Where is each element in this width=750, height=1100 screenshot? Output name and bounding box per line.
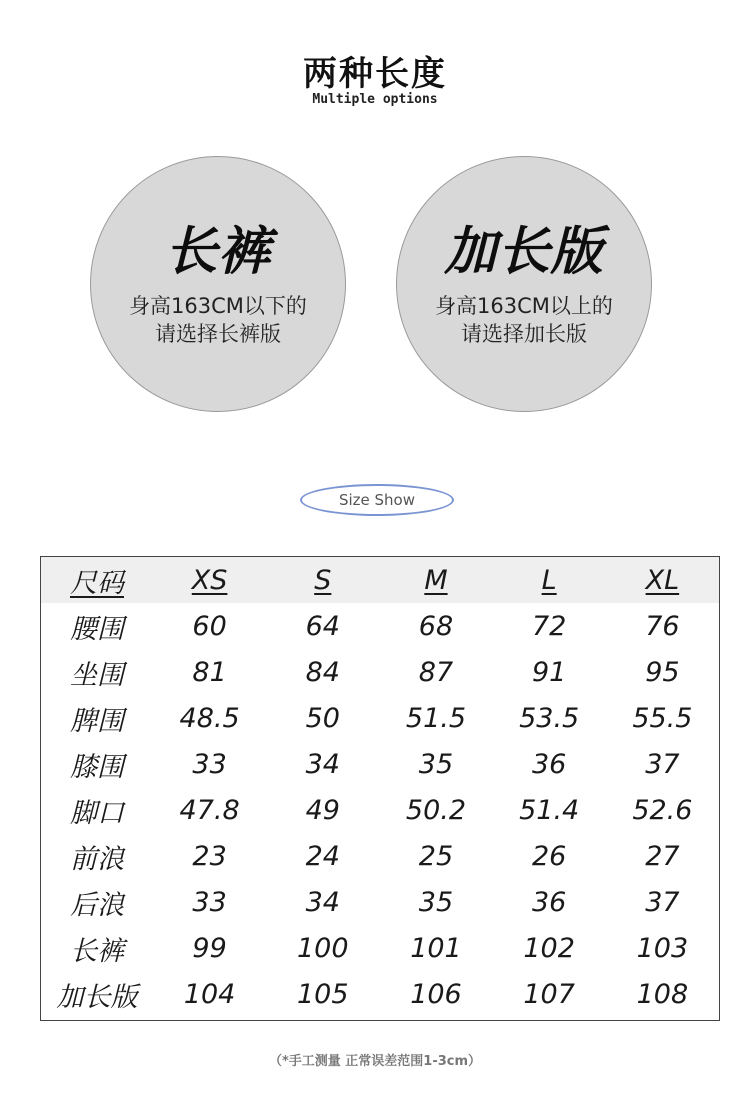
- size-table: [40, 556, 720, 1021]
- row-label-cell: 膝围: [70, 751, 124, 783]
- table-cell: 102: [523, 932, 575, 964]
- table-cell: 35: [418, 748, 454, 780]
- table-cell: 68: [418, 610, 454, 642]
- table-row: [41, 833, 719, 879]
- size-show-label: Size Show: [300, 484, 454, 516]
- table-cell: 84: [305, 656, 340, 688]
- table-cell: 33: [192, 748, 227, 780]
- page-title: 两种长度: [303, 54, 447, 94]
- table-cell: 50.2: [405, 794, 467, 826]
- option-name: 长裤: [164, 222, 271, 282]
- table-cell: 35: [418, 886, 454, 918]
- table-cell: 91: [531, 656, 567, 688]
- table-cell: 25: [418, 840, 454, 872]
- row-label-cell: 脾围: [70, 705, 124, 737]
- option-desc-line2: 请选择加长版: [461, 322, 587, 346]
- table-cell: 101: [410, 932, 462, 964]
- table-row: [41, 971, 719, 1017]
- table-cell: 95: [645, 656, 680, 688]
- table-row: [41, 925, 719, 971]
- table-cell: 81: [192, 656, 227, 688]
- table-cell: 107: [523, 978, 575, 1010]
- option-desc-line2: 请选择长裤版: [155, 322, 281, 346]
- header-cell: M: [424, 564, 448, 596]
- table-header-row: [41, 557, 719, 603]
- page-subtitle: Multiple options: [312, 92, 438, 107]
- table-cell: 51.4: [519, 794, 580, 826]
- row-label-cell: 前浪: [70, 843, 124, 875]
- table-cell: 33: [192, 886, 227, 918]
- table-cell: 105: [297, 978, 349, 1010]
- table-cell: 37: [645, 886, 680, 918]
- header-cell: 尺码: [70, 567, 124, 599]
- table-cell: 27: [645, 840, 680, 872]
- table-cell: 23: [192, 840, 227, 872]
- row-label-cell: 后浪: [70, 889, 124, 921]
- option-desc-line1: 身高163CM以上的: [435, 294, 613, 318]
- table-cell: 106: [410, 978, 462, 1010]
- row-label-cell: 加长版: [56, 981, 138, 1013]
- table-cell: 76: [645, 610, 680, 642]
- option-name: 加长版: [444, 222, 604, 282]
- option-circle-regular: [90, 156, 346, 412]
- table-cell: 24: [305, 840, 340, 872]
- table-cell: 103: [636, 932, 689, 964]
- row-label-cell: 腰围: [70, 613, 124, 645]
- table-cell: 47.8: [179, 794, 240, 826]
- table-row: [41, 787, 719, 833]
- row-label-cell: 坐围: [70, 659, 124, 691]
- table-cell: 52.6: [632, 794, 693, 826]
- header-cell: S: [314, 564, 332, 596]
- table-cell: 108: [636, 978, 689, 1010]
- row-label-cell: 长裤: [70, 935, 124, 967]
- table-cell: 104: [183, 978, 236, 1010]
- table-cell: 87: [418, 656, 454, 688]
- table-row: [41, 741, 719, 787]
- table-row: [41, 879, 719, 925]
- header-cell: XL: [645, 564, 680, 596]
- table-row: [41, 695, 719, 741]
- row-label-cell: 脚口: [70, 797, 124, 829]
- table-cell: 100: [297, 932, 349, 964]
- table-cell: 37: [645, 748, 680, 780]
- table-cell: 64: [305, 610, 340, 642]
- table-cell: 51.5: [405, 702, 467, 734]
- table-cell: 36: [531, 748, 567, 780]
- table-cell: 60: [192, 610, 227, 642]
- table-cell: 48.5: [179, 702, 240, 734]
- table-cell: 34: [305, 886, 340, 918]
- table-cell: 53.5: [519, 702, 580, 734]
- table-cell: 55.5: [632, 702, 693, 734]
- header-cell: XS: [191, 564, 228, 596]
- table-cell: 72: [531, 610, 567, 642]
- option-circle-extended: [396, 156, 652, 412]
- footnote: （*手工测量 正常误差范围1-3cm）: [268, 1054, 482, 1069]
- table-cell: 99: [192, 932, 227, 964]
- table-cell: 50: [305, 702, 340, 734]
- table-cell: 49: [305, 794, 340, 826]
- table-cell: 26: [531, 840, 567, 872]
- table-row: [41, 603, 719, 649]
- table-cell: 34: [305, 748, 340, 780]
- header-cell: L: [541, 564, 557, 596]
- table-cell: 36: [531, 886, 567, 918]
- option-desc-line1: 身高163CM以下的: [129, 294, 307, 318]
- table-row: [41, 649, 719, 695]
